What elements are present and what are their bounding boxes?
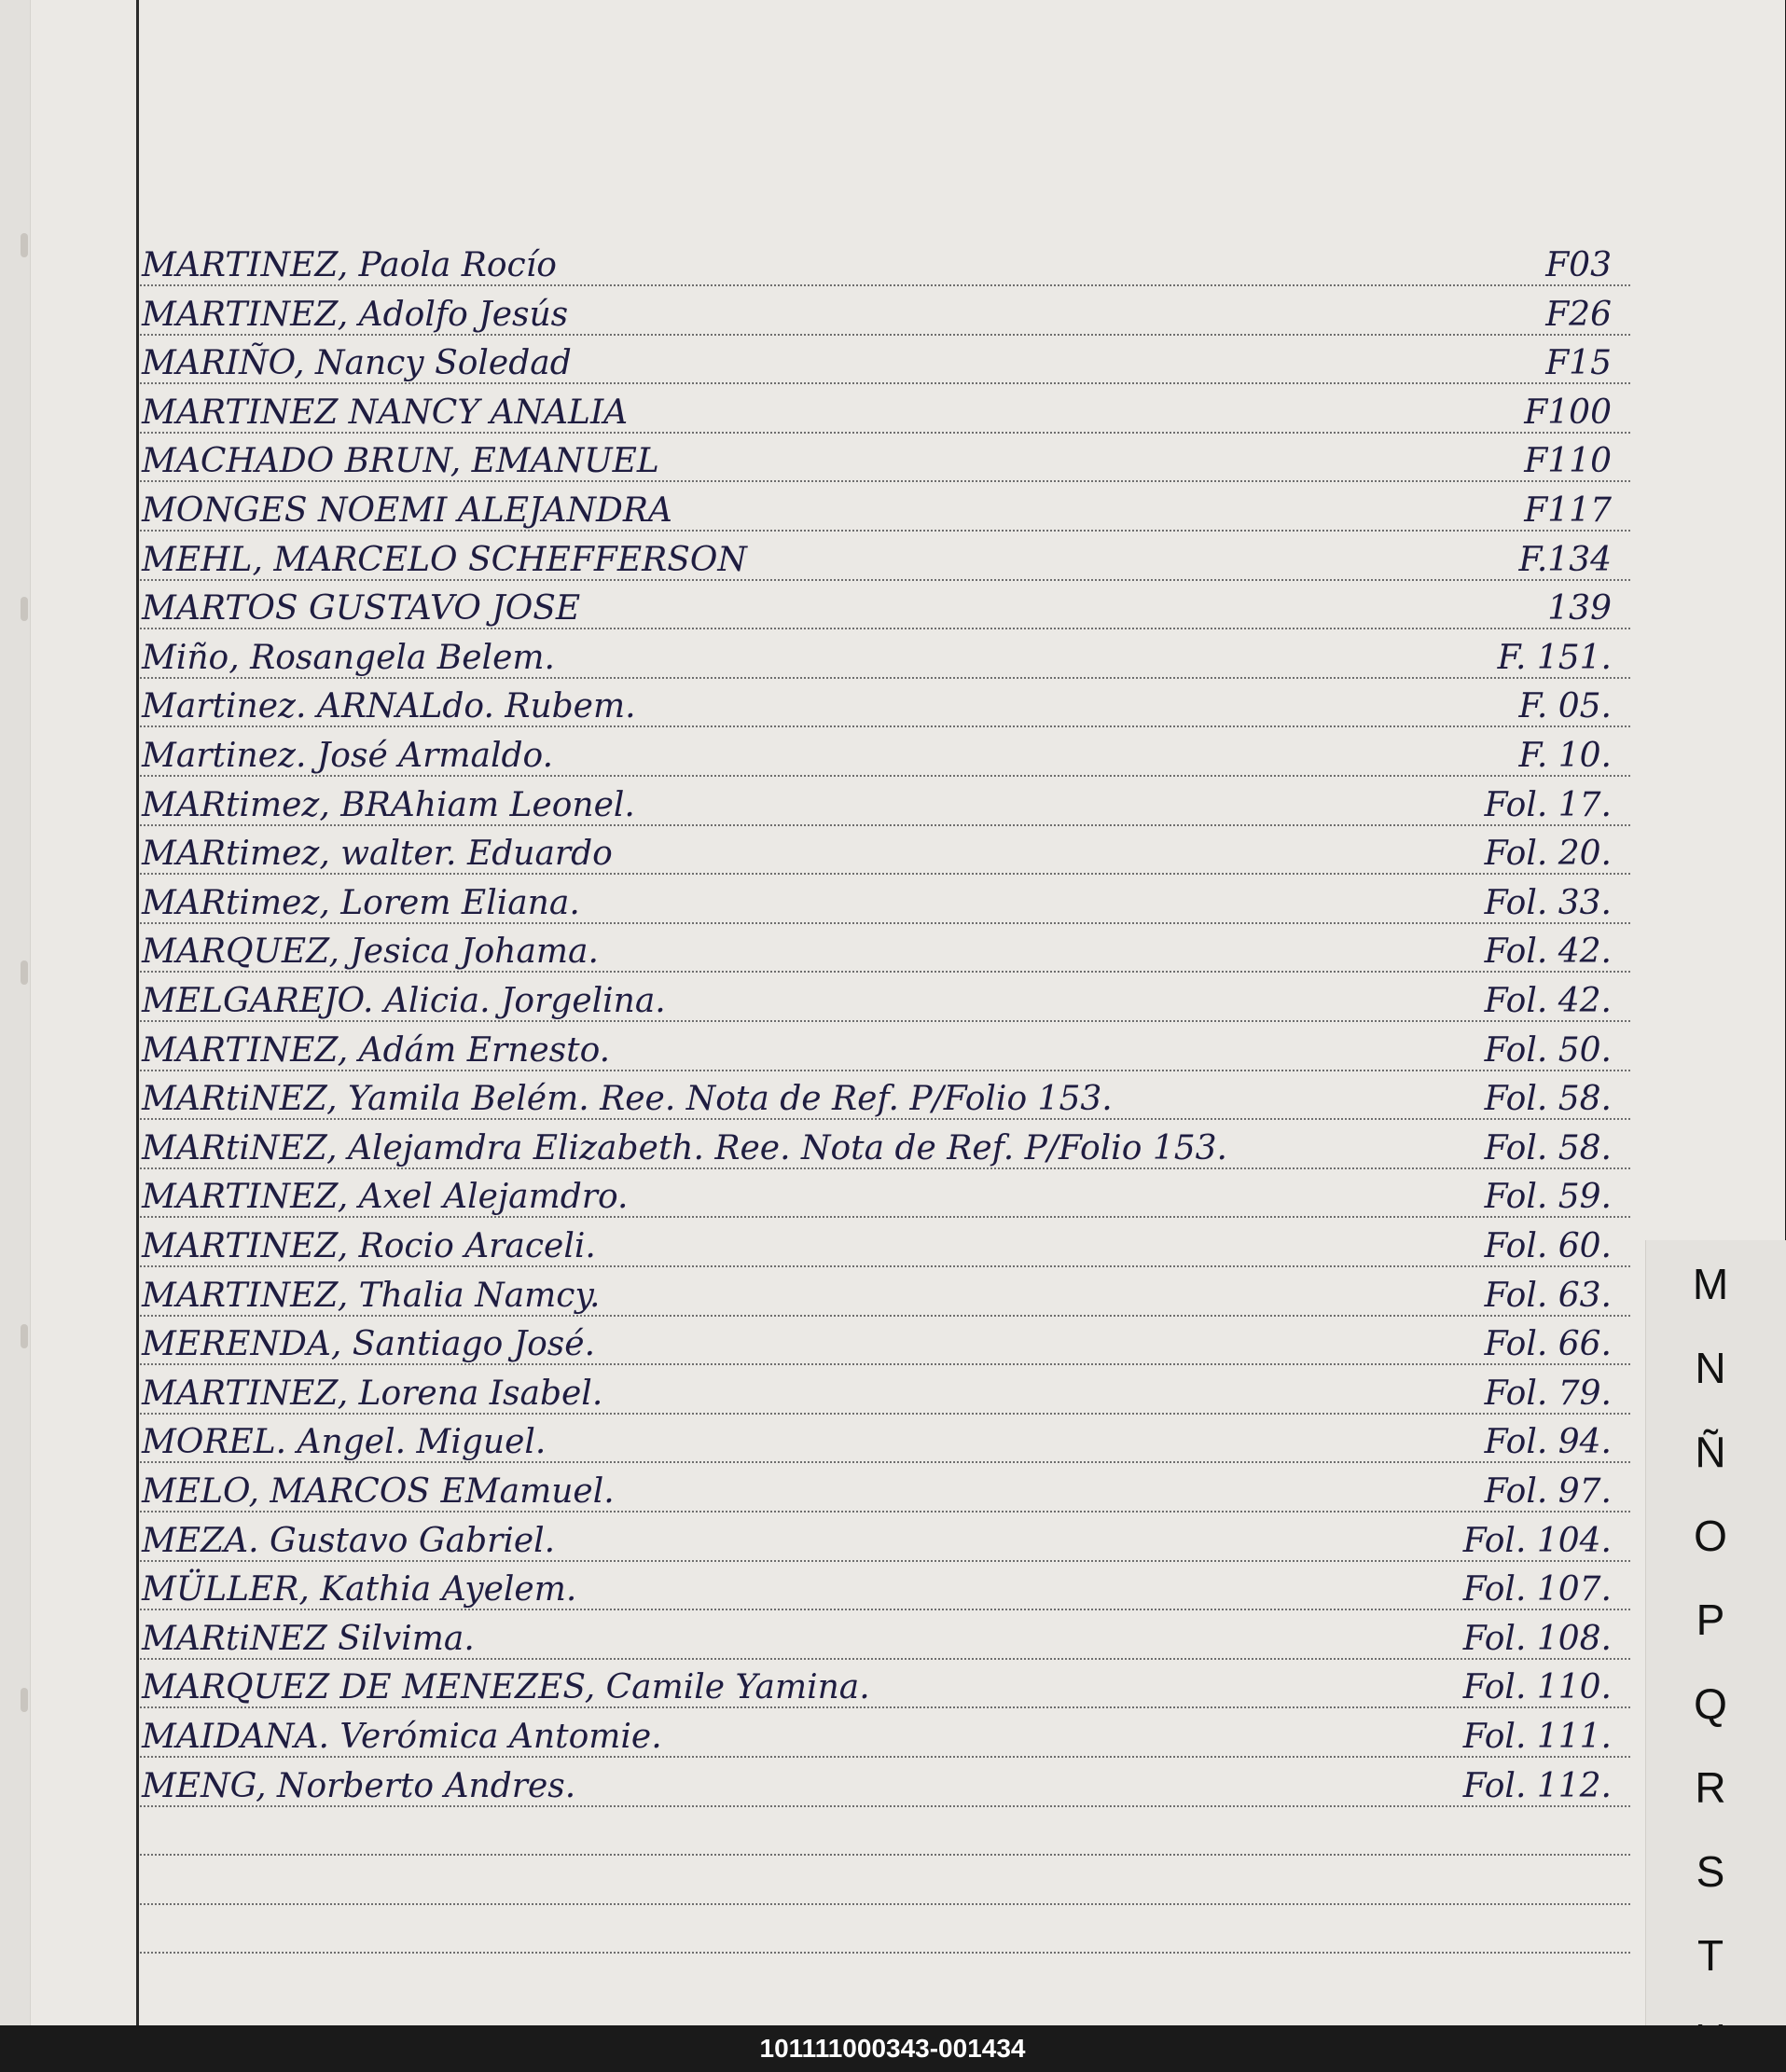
index-tab-letter[interactable]: P — [1696, 1595, 1725, 1644]
margin-line — [136, 0, 139, 2025]
ledger-line — [140, 1315, 1630, 1317]
ledger-line — [140, 1658, 1630, 1660]
entry-folio: Fol. 59. — [1484, 1178, 1612, 1216]
footer-code: 101111000343-001434 — [0, 2025, 1785, 2072]
ledger-line — [140, 284, 1630, 286]
ledger-line — [140, 1756, 1630, 1758]
entry-folio: Fol. 111. — [1462, 1718, 1612, 1756]
entry-name: MARQUEZ, Jesica Johama. — [142, 932, 599, 971]
entry-name: MARtimez, walter. Eduardo — [142, 835, 613, 873]
index-tab-letter[interactable]: T — [1696, 1931, 1724, 1980]
entry-folio: Fol. 58. — [1484, 1129, 1612, 1167]
entry-name: MARtiNEZ Silvima. — [142, 1620, 475, 1658]
entry-name: MELGAREJO. Alicia. Jorgelina. — [142, 982, 666, 1020]
index-tab-letter[interactable]: Ñ — [1695, 1428, 1726, 1476]
entry-folio: F03 — [1545, 246, 1612, 284]
entry-folio: Fol. 110. — [1462, 1668, 1612, 1706]
entry-name: MACHADO BRUN, EMANUEL — [142, 442, 659, 480]
binding-hole — [21, 1688, 28, 1712]
entry-folio: Fol. 63. — [1484, 1277, 1612, 1315]
entry-name: MARTINEZ, Paola Rocío — [142, 246, 557, 284]
entry-name: MARQUEZ DE MENEZES, Camile Yamina. — [142, 1668, 870, 1706]
ledger-line — [140, 334, 1630, 336]
entry-folio: F100 — [1524, 394, 1612, 432]
entry-name: MARTINEZ, Adolfo Jesús — [142, 296, 569, 334]
ledger-line — [140, 1118, 1630, 1120]
entry-folio: F110 — [1524, 442, 1612, 480]
ledger-line — [140, 1020, 1630, 1022]
entry-folio: Fol. 33. — [1484, 884, 1612, 922]
ledger-line — [140, 1903, 1630, 1905]
entry-folio: F15 — [1545, 344, 1612, 382]
entry-folio: F. 151. — [1497, 639, 1612, 677]
entry-folio: F117 — [1524, 491, 1612, 530]
ledger-line — [140, 1511, 1630, 1513]
binding-hole — [21, 597, 28, 621]
binding-hole — [21, 233, 28, 257]
ledger-line — [140, 1952, 1630, 1954]
ledger-line — [140, 1070, 1630, 1071]
binding-hole — [21, 960, 28, 985]
ledger-line — [140, 1560, 1630, 1562]
index-tab-letter[interactable]: M — [1692, 1260, 1729, 1308]
ledger-line — [140, 432, 1630, 434]
entry-folio: Fol. 42. — [1484, 982, 1612, 1020]
entry-name: MAIDANA. Verómica Antomie. — [142, 1718, 662, 1756]
entry-folio: F. 05. — [1518, 687, 1612, 725]
ledger-line — [140, 382, 1630, 384]
ledger-line — [140, 922, 1630, 924]
entry-name: Martinez. ARNALdo. Rubem. — [142, 687, 636, 725]
entry-name: MELO, MARCOS EMamuel. — [142, 1472, 615, 1511]
entry-name: MARtiNEZ, Yamila Belém. Ree. Nota de Ref. P/Folio 153. — [142, 1080, 1113, 1118]
entry-folio: 139 — [1547, 589, 1612, 628]
entry-name: MOREL. Angel. Miguel. — [142, 1423, 547, 1461]
binding-holes — [21, 0, 30, 2025]
ledger-line — [140, 1706, 1630, 1708]
ledger-line — [140, 1805, 1630, 1807]
entry-name: MARtiNEZ, Alejamdra Elizabeth. Ree. Nota de Ref. P/Folio 153. — [142, 1129, 1227, 1167]
entry-folio: Fol. 94. — [1484, 1423, 1612, 1461]
binding-hole — [21, 1324, 28, 1348]
ledger-line — [140, 480, 1630, 482]
entry-name: Miño, Rosangela Belem. — [142, 639, 555, 677]
entry-name: MENG, Norberto Andres. — [142, 1767, 576, 1805]
index-tab-letter[interactable]: O — [1694, 1512, 1727, 1560]
index-tab-letter[interactable]: S — [1696, 1847, 1725, 1896]
ledger-line — [140, 1854, 1630, 1856]
entry-folio: F.134 — [1518, 541, 1612, 579]
ledger-line — [140, 1413, 1630, 1415]
entry-name: MARTINEZ, Axel Alejamdro. — [142, 1178, 629, 1216]
entry-name: MARTINEZ, Rocio Araceli. — [142, 1227, 596, 1265]
entry-name: MEZA. Gustavo Gabriel. — [142, 1522, 556, 1560]
ledger-line — [140, 1216, 1630, 1218]
ledger-line — [140, 677, 1630, 679]
ledger-line — [140, 873, 1630, 875]
entry-folio: Fol. 108. — [1462, 1620, 1612, 1658]
entry-folio: Fol. 97. — [1484, 1472, 1612, 1511]
entry-folio: Fol. 58. — [1484, 1080, 1612, 1118]
entry-folio: Fol. 66. — [1484, 1325, 1612, 1363]
entry-name: MARIÑO, Nancy Soledad — [142, 344, 572, 382]
ledger-line — [140, 775, 1630, 777]
entry-name: MERENDA, Santiago José. — [142, 1325, 596, 1363]
entry-folio: Fol. 42. — [1484, 932, 1612, 971]
entry-name: MARTINEZ NANCY ANALIA — [142, 394, 629, 432]
entry-folio: Fol. 112. — [1462, 1767, 1612, 1805]
entry-folio: F26 — [1545, 296, 1612, 334]
entry-folio: F. 10. — [1518, 737, 1612, 775]
entry-folio: Fol. 79. — [1484, 1374, 1612, 1413]
ledger-line — [140, 628, 1630, 629]
index-tab-letter[interactable]: Q — [1694, 1679, 1727, 1728]
ledger-line — [140, 824, 1630, 826]
ledger-line — [140, 1265, 1630, 1267]
entry-folio: Fol. 17. — [1484, 786, 1612, 824]
ledger-line — [140, 725, 1630, 727]
index-tab-letter[interactable]: R — [1695, 1763, 1726, 1812]
ledger-line — [140, 1609, 1630, 1610]
entry-name: MARtimez, Lorem Eliana. — [142, 884, 580, 922]
index-tab-letter[interactable]: N — [1695, 1344, 1726, 1392]
entry-name: MARTINEZ, Lorena Isabel. — [142, 1374, 603, 1413]
entry-folio: Fol. 104. — [1462, 1522, 1612, 1560]
ledger-line — [140, 1461, 1630, 1463]
entry-folio: Fol. 20. — [1484, 835, 1612, 873]
entry-name: MÜLLER, Kathia Ayelem. — [142, 1570, 577, 1609]
entry-folio: Fol. 60. — [1484, 1227, 1612, 1265]
entry-name: MEHL, MARCELO SCHEFFERSON — [142, 541, 747, 579]
entry-folio: Fol. 107. — [1462, 1570, 1612, 1609]
ledger-line — [140, 530, 1630, 532]
ledger-line — [140, 579, 1630, 581]
ledger-line — [140, 971, 1630, 973]
ledger-line — [140, 1363, 1630, 1365]
entry-name: MONGES NOEMI ALEJANDRA — [142, 491, 672, 530]
entry-name: MARTOS GUSTAVO JOSE — [142, 589, 581, 628]
entry-folio: Fol. 50. — [1484, 1031, 1612, 1070]
entry-name: MARTINEZ, Thalia Namcy. — [142, 1277, 601, 1315]
entry-name: MARTINEZ, Adám Ernesto. — [142, 1031, 611, 1070]
entry-name: Martinez. José Armaldo. — [142, 737, 554, 775]
entry-name: MARtimez, BRAhiam Leonel. — [142, 786, 635, 824]
ledger-line — [140, 1167, 1630, 1169]
